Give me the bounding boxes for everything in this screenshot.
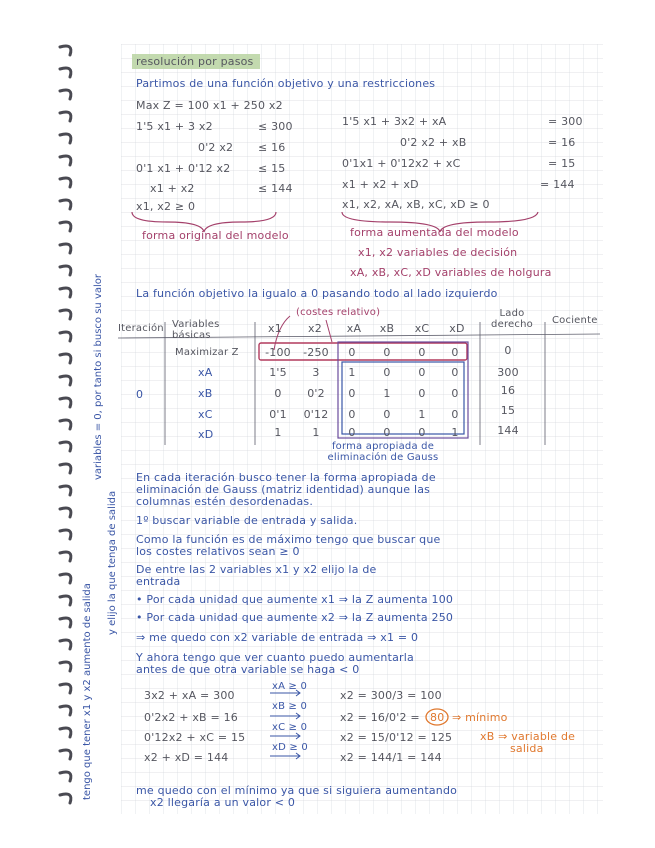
header-xC: xC [414,322,430,335]
cell-4-xB: 0 [383,426,391,439]
ratio-cond-1: xA ≥ 0 [272,681,308,692]
leaving-variable-note: xB ⇒ variable de [480,730,576,743]
header-x1: x1 [268,322,282,335]
cell-0-xC: 0 [418,346,426,359]
header-xA: xA [346,322,362,335]
explanation-line-2: eliminación de Gauss (matriz identidad) aunque las [136,483,431,496]
cell-2-rhs: 16 [500,384,516,397]
aug-row-4-rhs: = 144 [540,178,575,191]
explanation-line-12: Y ahora tengo que ver cuanto puedo aumentarla [136,651,414,664]
cell-3-x2: 0'12 [303,408,329,421]
margin-note-2: y elijo la que tenga de salida [107,490,118,635]
closing-line-2: x2 llegaría a un valor < 0 [150,796,296,809]
aug-row-4: x1 + x2 + xD [342,178,419,191]
ratio-result-2: x2 = 16/0'2 = [340,711,420,724]
ratio-cond-2: xB ≥ 0 [272,701,308,712]
ratio-eq-4: x2 + xD = 144 [144,751,229,764]
ratio-cond-3: xC ≥ 0 [272,722,308,733]
ratio-result-4: x2 = 144/1 = 144 [340,751,442,764]
aug-row-2: 0'2 x2 + xB [400,136,467,149]
minimum-note: ⇒ mínimo [452,711,508,724]
explanation-line-13: antes de que otra variable se haga < 0 [136,663,360,676]
ratio-eq-3: 0'12x2 + xC = 15 [144,731,246,744]
explanation-line-11: ⇒ me quedo con x2 variable de entrada ⇒ x1 = 0 [136,631,419,644]
cell-4-xA: 0 [348,426,356,439]
aug-row-1-rhs: = 300 [548,115,583,128]
cell-1-xC: 0 [418,366,426,379]
header-xB: xB [379,322,395,335]
cell-4-x1: 1 [274,426,282,439]
aug-row-3: 0'1x1 + 0'12x2 + xC [342,157,461,170]
table-caption: forma apropiada de eliminación de Gauss [327,441,439,463]
cell-0-x1: -100 [265,346,291,359]
explanation-line-5: Como la función es de máximo tengo que buscar que [136,533,441,546]
cell-4-xD: 1 [451,426,459,439]
ratio-cond-4: xD ≥ 0 [272,742,308,753]
margin-note-1: variables = 0, por tanto si busco su valor [93,273,104,480]
slack-variables-note: xA, xB, xC, xD variables de holgura [350,266,552,279]
cell-3-xA: 0 [348,408,356,421]
cell-2-x1: 0 [274,387,282,400]
header-ratio: Cociente [552,315,598,326]
cell-2-x2: 0'2 [307,387,325,400]
cell-3-rhs: 15 [500,404,516,417]
objective-function: Max Z = 100 x1 + 250 x2 [136,99,283,112]
equal-zero-note: La función objetivo la igualo a 0 pasando todo al lado izquierdo [136,287,498,300]
row-basic-1: xA [198,366,213,379]
aug-row-1: 1'5 x1 + 3x2 + xA [342,115,447,128]
cell-3-xB: 0 [383,408,391,421]
cell-1-x2: 3 [312,366,320,379]
cell-3-xD: 0 [451,408,459,421]
decision-variables-note: x1, x2 variables de decisión [358,246,518,259]
header-rhs: Lado derecho [491,308,533,330]
ratio-eq-1: 3x2 + xA = 300 [144,689,235,702]
row-basic-0: Maximizar Z [175,347,239,358]
explanation-line-1: En cada iteración busco tener la forma apropiada de [136,471,436,484]
cell-0-rhs: 0 [504,344,512,357]
aug-row-2-rhs: = 16 [548,136,576,149]
explanation-line-4: 1º buscar variable de entrada y salida. [136,514,358,527]
leaving-variable-note-2: salida [510,742,544,755]
augmented-nonnegativity: x1, x2, xA, xB, xC, xD ≥ 0 [342,198,490,211]
cell-0-xA: 0 [348,346,356,359]
cell-4-x2: 1 [312,426,320,439]
explanation-line-9: • Por cada unidad que aumente x1 ⇒ la Z aumenta 100 [136,593,454,606]
cell-1-x1: 1'5 [269,366,287,379]
constraint-2-rhs: ≤ 16 [258,141,286,154]
explanation-line-7: De entre las 2 variables x1 y x2 elijo la de [136,563,377,576]
page-title: resolución por pasos [136,55,254,68]
cell-1-xA: 1 [348,366,356,379]
ratio-result-3: x2 = 15/0'12 = 125 [340,731,453,744]
ratio-minimum-value: 80 [430,711,445,724]
explanation-line-6: los costes relativos sean ≥ 0 [136,545,300,558]
cell-2-xB: 1 [383,387,391,400]
cell-2-xD: 0 [451,387,459,400]
header-iteration: Iteración [118,323,164,334]
cell-4-xC: 0 [418,426,426,439]
margin-note-3: tengo que tener x1 y x2 aumento de salida [82,583,93,800]
spiral-binding [60,46,71,803]
cell-0-xD: 0 [451,346,459,359]
cell-3-x1: 0'1 [269,408,287,421]
constraint-3: 0'1 x1 + 0'12 x2 [136,162,231,175]
constraint-4-rhs: ≤ 144 [258,182,293,195]
cell-1-rhs: 300 [497,366,519,379]
explanation-line-8: entrada [136,575,181,588]
cell-1-xD: 0 [451,366,459,379]
cell-2-xC: 0 [418,387,426,400]
original-caption: forma original del modelo [142,229,289,242]
constraint-1: 1'5 x1 + 3 x2 [136,120,213,133]
closing-line-1: me quedo con el mínimo ya que si siguiera aumentando [136,784,458,797]
cell-2-xA: 0 [348,387,356,400]
relative-costs-label: (costes relativo) [296,307,381,318]
cell-0-x2: -250 [303,346,329,359]
iteration-number: 0 [136,388,144,401]
intro-text: Partimos de una función objetivo y una restricciones [136,77,436,90]
row-basic-2: xB [198,387,213,400]
explanation-line-10: • Por cada unidad que aumente x2 ⇒ la Z aumenta 250 [136,611,454,624]
constraint-2: 0'2 x2 [198,141,234,154]
constraint-1-rhs: ≤ 300 [258,120,293,133]
ratio-eq-2: 0'2x2 + xB = 16 [144,711,239,724]
ratio-result-1: x2 = 300/3 = 100 [340,689,442,702]
original-nonnegativity: x1, x2 ≥ 0 [136,200,196,213]
constraint-3-rhs: ≤ 15 [258,162,286,175]
row-basic-3: xC [198,408,213,421]
cell-3-xC: 1 [418,408,426,421]
explanation-line-3: columnas estén desordenadas. [136,495,314,508]
header-basic-variables: Variables básicas [172,319,220,341]
cell-1-xB: 0 [383,366,391,379]
aug-row-3-rhs: = 15 [548,157,576,170]
cell-4-rhs: 144 [497,424,519,437]
augmented-caption: forma aumentada del modelo [350,226,519,239]
header-xD: xD [449,322,465,335]
row-basic-4: xD [198,428,214,441]
cell-0-xB: 0 [383,346,391,359]
constraint-4: x1 + x2 [150,182,195,195]
header-x2: x2 [308,322,322,335]
